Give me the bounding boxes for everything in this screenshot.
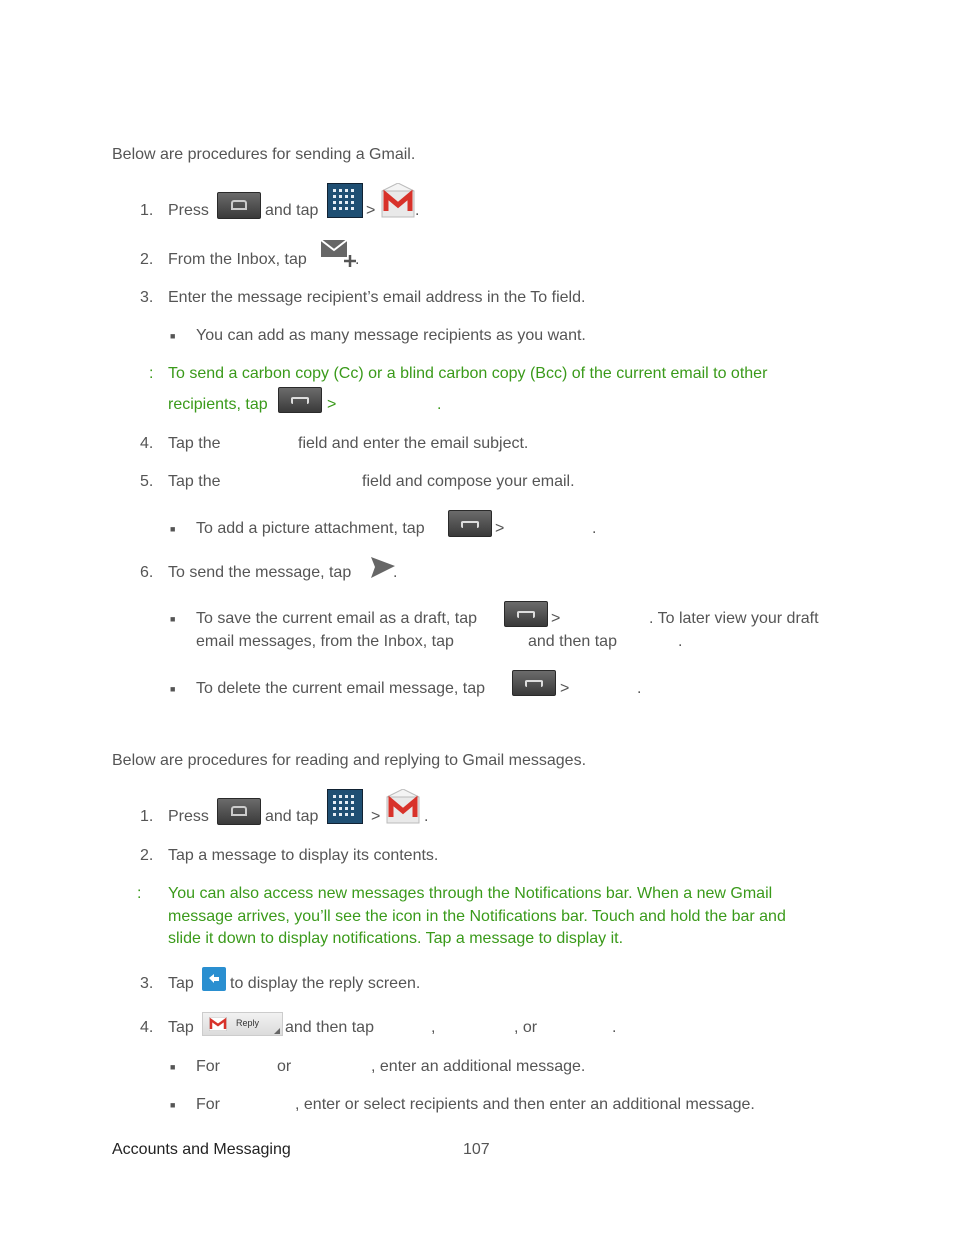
draft-bullet-d: and then tap <box>528 633 617 650</box>
read-note-line-1: You can also access new messages through the Notifications bar. When a new Gmail <box>168 885 773 902</box>
read-step-3-number: 3. <box>140 975 154 992</box>
send-step-3-number: 3. <box>140 289 154 306</box>
intro-send: Below are procedures for sending a Gmail. <box>112 146 416 163</box>
menu-key-icon <box>512 670 556 696</box>
read-bullet-a-for: For <box>196 1058 220 1075</box>
menu-key-icon <box>278 387 322 413</box>
draft-bullet-end: . <box>678 633 683 650</box>
send-step-3-bullet: You can add as many message recipients as you want. <box>196 327 586 344</box>
read-step-1-number: 1. <box>140 808 154 825</box>
bullet-marker: ■ <box>170 1062 176 1072</box>
send-step-1-separator: > <box>366 202 376 219</box>
note-line-1: To send a carbon copy (Cc) or a blind carbon copy (Bcc) of the current email to other <box>168 365 768 382</box>
bullet-marker: ■ <box>170 524 176 534</box>
send-step-4-text-a: Tap the <box>168 435 221 452</box>
reply-arrow-icon <box>202 967 226 991</box>
bullet-marker: ■ <box>170 331 176 341</box>
read-step-1-press: Press <box>168 808 209 825</box>
footer-page-number: 107 <box>463 1141 490 1158</box>
read-bullet-a-text: , enter an additional message. <box>371 1058 586 1075</box>
send-step-4-number: 4. <box>140 435 154 452</box>
gmail-small-icon <box>209 1017 227 1031</box>
read-step-4-comma: , <box>431 1019 436 1036</box>
intro-read: Below are procedures for reading and replying to Gmail messages. <box>112 752 587 769</box>
send-step-3-text: Enter the message recipient’s email address in the To field. <box>168 289 586 306</box>
send-step-5-bullet-end: . <box>592 520 597 537</box>
compose-icon <box>320 238 358 268</box>
send-step-6-text: To send the message, tap <box>168 564 352 581</box>
reply-label: Reply <box>236 1018 260 1028</box>
read-note-line-3: slide it down to display notifications. Tap a message to display it. <box>168 930 624 947</box>
gmail-icon <box>386 789 420 824</box>
read-bullet-b-text: , enter or select recipients and then enter an additional message. <box>295 1096 755 1113</box>
draft-bullet-c: email messages, from the Inbox, tap <box>196 633 454 650</box>
read-step-4-or: , or <box>514 1019 538 1036</box>
send-step-2-number: 2. <box>140 251 154 268</box>
send-step-1-and-tap: and tap <box>265 202 319 219</box>
delete-bullet-sep: > <box>560 680 570 697</box>
read-bullet-b-for: For <box>196 1096 220 1113</box>
send-step-1-end: . <box>415 202 420 219</box>
send-step-1-press: Press <box>168 202 209 219</box>
read-step-4-end: . <box>612 1019 617 1036</box>
gmail-icon <box>381 183 415 218</box>
note-end: . <box>437 396 442 413</box>
read-step-2-number: 2. <box>140 847 154 864</box>
send-step-1-number: 1. <box>140 202 154 219</box>
draft-bullet-a: To save the current email as a draft, tap <box>196 610 478 627</box>
delete-bullet-end: . <box>637 680 642 697</box>
footer-section: Accounts and Messaging <box>112 1141 291 1158</box>
send-step-2-text: From the Inbox, tap <box>168 251 307 268</box>
bullet-marker: ■ <box>170 614 176 624</box>
send-step-2-end: . <box>355 251 360 268</box>
home-key-icon <box>217 192 261 219</box>
send-step-5-bullet-sep: > <box>495 520 505 537</box>
draft-bullet-b: . To later view your draft <box>649 610 819 627</box>
read-step-2-text: Tap a message to display its contents. <box>168 847 439 864</box>
send-step-5-number: 5. <box>140 473 154 490</box>
send-step-5-bullet: To add a picture attachment, tap <box>196 520 425 537</box>
send-step-6-number: 6. <box>140 564 154 581</box>
menu-key-icon <box>504 601 548 627</box>
note-colon: : <box>149 365 154 382</box>
read-step-1-separator: > <box>371 808 381 825</box>
read-note-colon: : <box>137 885 142 902</box>
read-step-4-number: 4. <box>140 1019 154 1036</box>
send-step-5-text-a: Tap the <box>168 473 221 490</box>
apps-grid-icon <box>327 183 363 218</box>
bullet-marker: ■ <box>170 1100 176 1110</box>
delete-bullet: To delete the current email message, tap <box>196 680 486 697</box>
read-bullet-a-or: or <box>277 1058 292 1075</box>
read-note-line-2: message arrives, you’ll see the icon in the Notifications bar. Touch and hold the bar and <box>168 908 786 925</box>
apps-grid-icon <box>327 789 363 824</box>
read-step-1-end: . <box>424 808 429 825</box>
menu-key-icon <box>448 510 492 537</box>
read-step-1-and-tap: and tap <box>265 808 319 825</box>
read-step-3-tap: Tap <box>168 975 194 992</box>
note-line-2: recipients, tap <box>168 396 268 413</box>
send-step-6-end: . <box>393 564 398 581</box>
send-step-5-text-b: field and compose your email. <box>362 473 575 490</box>
read-step-3-text: to display the reply screen. <box>230 975 421 992</box>
reply-dropdown-icon <box>202 1012 283 1036</box>
home-key-icon <box>217 798 261 825</box>
read-step-4-and-then: and then tap <box>285 1019 374 1036</box>
read-step-4-tap: Tap <box>168 1019 194 1036</box>
draft-bullet-sep: > <box>551 610 561 627</box>
bullet-marker: ■ <box>170 684 176 694</box>
send-step-4-text-b: field and enter the email subject. <box>298 435 529 452</box>
note-separator: > <box>327 396 337 413</box>
dropdown-corner-icon <box>274 1028 280 1034</box>
